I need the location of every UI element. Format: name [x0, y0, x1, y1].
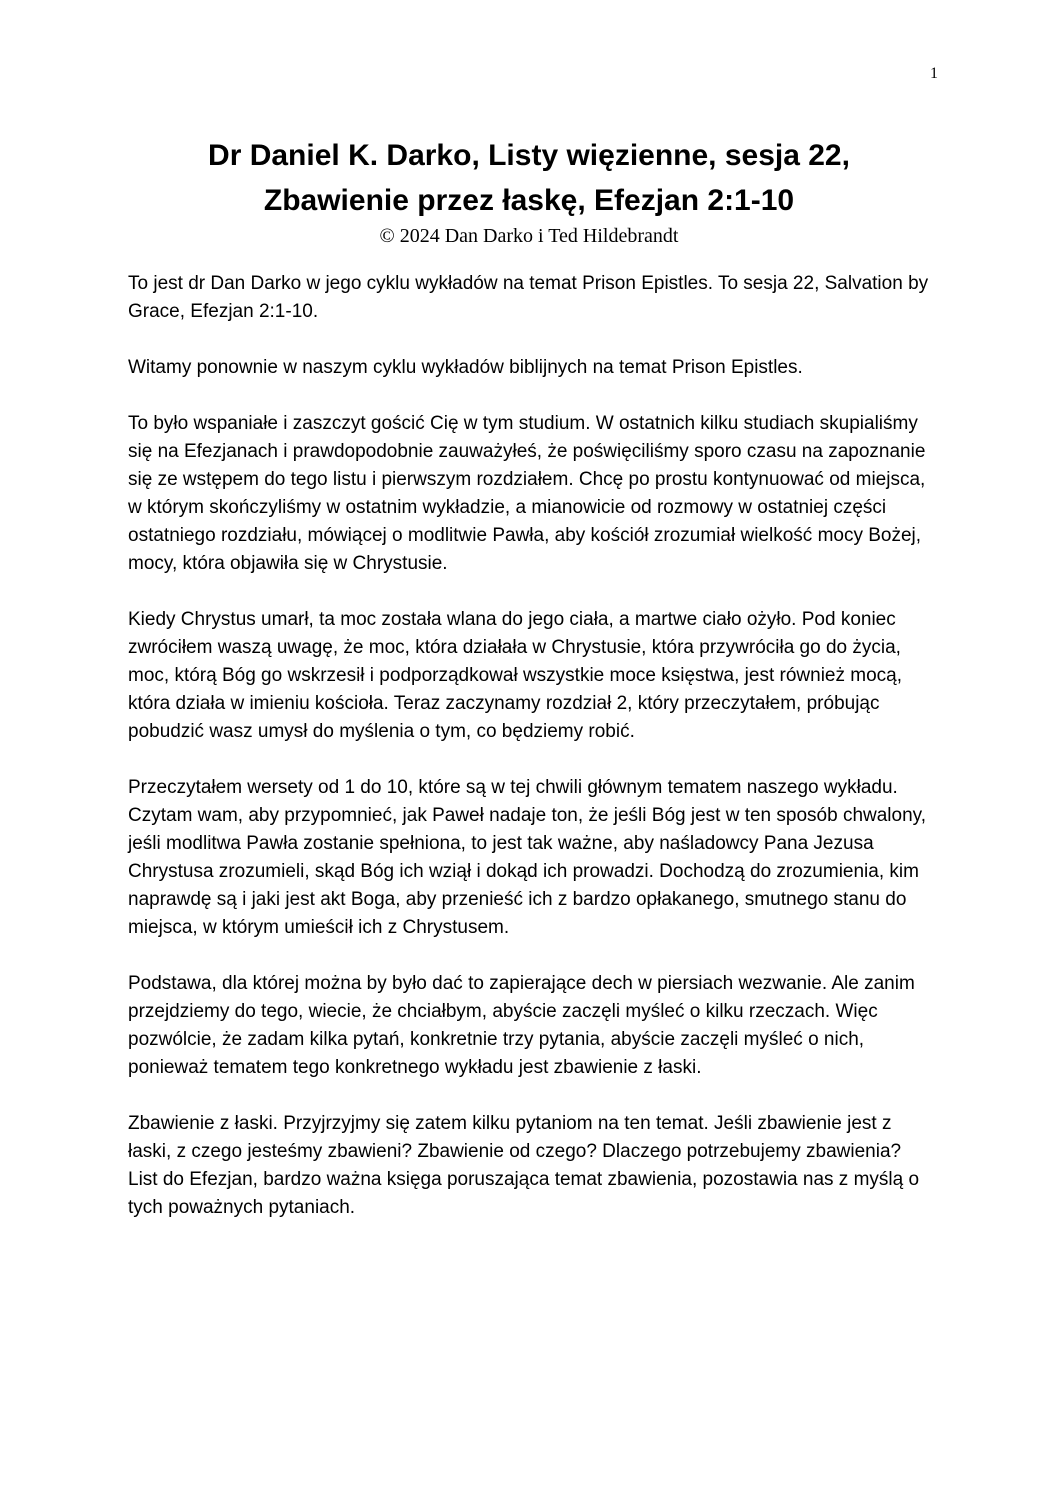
paragraph-7: Zbawienie z łaski. Przyjrzyjmy się zatem kilku pytaniom na ten temat. Jeśli zbawienie jest z łaski, z czego jesteśmy zbawieni? Zbawienie od czego? Dlaczego potrzebujemy zbawienia? List do Efezjan, bardzo ważna księga poruszająca temat zbawienia, pozostawia nas z myślą o tych poważnych pytaniach.	[128, 1113, 920, 1218]
paragraph-3: To było wspaniałe i zaszczyt gościć Cię w tym studium. W ostatnich kilku studiach skupialiśmy się na Efezjanach i prawdopodobnie zauważyłeś, że poświęciliśmy sporo czasu na zapoznanie się ze wstępem do tego listu i pierwszym rozdziałem. Chcę po prostu kontynuować od miejsca, w którym skończyliśmy w ostatnim wykładzie, a mianowicie od rozmowy w ostatniej części ostatniego rozdziału, mówiącej o modlitwie Pawła, aby kościół zrozumiał wielkość mocy Bożej, mocy, która objawiła się w Chrystusie.	[128, 413, 926, 574]
paragraph-4: Kiedy Chrystus umarł, ta moc została wlana do jego ciała, a martwe ciało ożyło. Pod koniec zwróciłem waszą uwagę, że moc, która działała w Chrystusie, która przywróciła go do życia, moc, którą Bóg go wskrzesił i podporządkował wszystkie moce księstwa, jest również mocą, która działa w imieniu kościoła. Teraz zaczynamy rozdział 2, który przeczytałem, próbując pobudzić wasz umysł do myślenia o tym, co będziemy robić.	[128, 609, 903, 742]
document-body	[128, 270, 934, 1250]
title-line-2: Zbawienie przez łaskę, Efezjan 2:1-10	[263, 184, 795, 217]
page-number: 1	[930, 65, 938, 82]
title-line-1: Dr Daniel K. Darko, Listy więzienne, sesja 22,	[208, 139, 850, 172]
paragraph-1: To jest dr Dan Darko w jego cyklu wykładów na temat Prison Epistles. To sesja 22, Salvation by Grace, Efezjan 2:1-10.	[128, 273, 929, 322]
document-header	[100, 133, 958, 250]
copyright-notice: © 2024 Dan Darko i Ted Hildebrandt	[379, 225, 679, 247]
paragraph-5: Przeczytałem wersety od 1 do 10, które są w tej chwili głównym tematem naszego wykładu. Czytam wam, aby przypomnieć, jak Paweł nadaje ton, że jeśli Bóg jest w ten sposób chwalony, jeśli modlitwa Pawła zostanie spełniona, to jest tak ważne, aby naśladowcy Pana Jezusa Chrystusa zrozumieli, skąd Bóg ich wziął i dokąd ich prowadzi. Dochodzą do zrozumienia, kim naprawdę są i jaki jest akt Boga, aby przenieść ich z bardzo opłakanego, smutnego stanu do miejsca, w którym umieścił ich z Chrystusem.	[128, 777, 927, 938]
paragraph-2: Witamy ponownie w naszym cyklu wykładów biblijnych na temat Prison Epistles.	[128, 357, 803, 378]
paragraph-6: Podstawa, dla której można by było dać to zapierające dech w piersiach wezwanie. Ale zanim przejdziemy do tego, wiecie, że chciałbym, abyście zaczęli myśleć o kilku rzeczach. Więc pozwólcie, że zadam kilka pytań, konkretnie trzy pytania, abyście zaczęli myśleć o nich, ponieważ tematem tego konkretnego wykładu jest zbawienie z łaski.	[128, 973, 915, 1078]
